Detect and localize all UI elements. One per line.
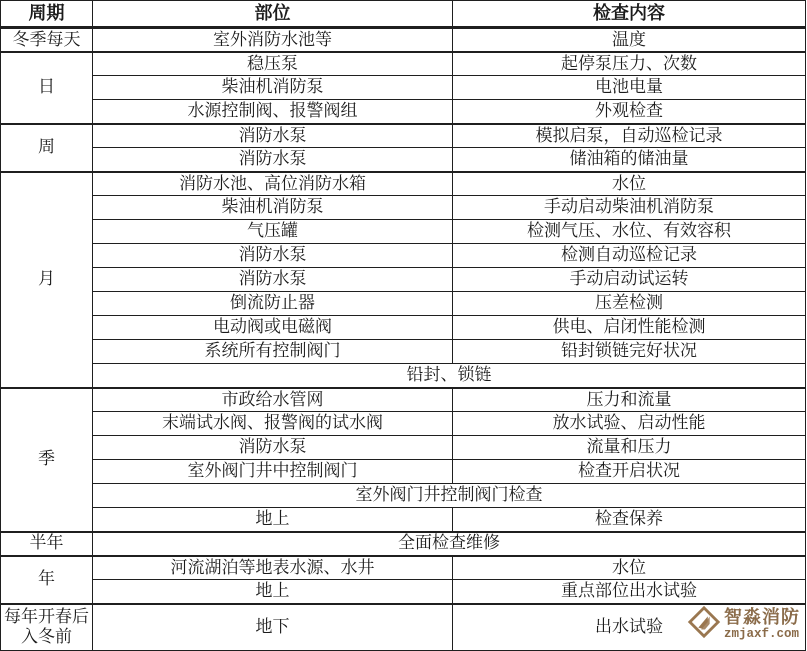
table-row bbox=[1, 556, 806, 580]
content-cell: 出水试验 bbox=[453, 604, 806, 651]
content-cell: 检查保养 bbox=[453, 508, 806, 532]
table-row bbox=[1, 460, 806, 484]
period-cell: 冬季每天 bbox=[1, 28, 93, 52]
content-cell: 模拟启泵，自动巡检记录 bbox=[453, 124, 806, 148]
content-cell: 水位 bbox=[453, 556, 806, 580]
period-cell: 半年 bbox=[1, 532, 93, 556]
watermark-domain: zmjaxf.com bbox=[724, 627, 800, 642]
table-row bbox=[1, 196, 806, 220]
table-row bbox=[1, 508, 806, 532]
table-row bbox=[1, 484, 806, 508]
diamond-arrow-logo-icon bbox=[687, 605, 721, 644]
part-cell: 消防水池、高位消防水箱 bbox=[93, 172, 453, 196]
period-label: 每年开春后入冬前 bbox=[4, 606, 89, 647]
table-row bbox=[1, 244, 806, 268]
part-cell: 倒流防止器 bbox=[93, 292, 453, 316]
table-row bbox=[1, 436, 806, 460]
header-row bbox=[1, 1, 806, 28]
table-row bbox=[1, 412, 806, 436]
header-part: 部位 bbox=[93, 1, 453, 28]
content-cell: 外观检查 bbox=[453, 100, 806, 124]
header-period: 周期 bbox=[1, 1, 93, 28]
period-cell: 年 bbox=[1, 556, 93, 604]
period-cell: 周 bbox=[1, 124, 93, 172]
content-cell: 重点部位出水试验 bbox=[453, 580, 806, 604]
period-cell: 季 bbox=[1, 388, 93, 532]
table-row bbox=[1, 52, 806, 76]
table-row bbox=[1, 100, 806, 124]
part-cell: 柴油机消防泵 bbox=[93, 76, 453, 100]
content-cell: 检查开启状况 bbox=[453, 460, 806, 484]
content-cell: 压差检测 bbox=[453, 292, 806, 316]
table-row bbox=[1, 268, 806, 292]
watermark-brand: 智淼消防 bbox=[724, 607, 800, 628]
period-cell: 月 bbox=[1, 172, 93, 388]
table-row bbox=[1, 316, 806, 340]
part-cell: 消防水泵 bbox=[93, 244, 453, 268]
table-row bbox=[1, 124, 806, 148]
content-cell: 压力和流量 bbox=[453, 388, 806, 412]
part-cell: 地下 bbox=[93, 604, 453, 651]
watermark-text bbox=[724, 608, 800, 641]
table-row bbox=[1, 532, 806, 556]
part-cell: 市政给水管网 bbox=[93, 388, 453, 412]
table-row bbox=[1, 604, 806, 651]
part-cell: 柴油机消防泵 bbox=[93, 196, 453, 220]
part-cell: 地上 bbox=[93, 508, 453, 532]
merged-cell: 铅封、锁链 bbox=[93, 364, 806, 388]
part-cell: 消防水泵 bbox=[93, 148, 453, 172]
content-cell: 起停泵压力、次数 bbox=[453, 52, 806, 76]
content-cell: 放水试验、启动性能 bbox=[453, 412, 806, 436]
content-cell: 供电、启闭性能检测 bbox=[453, 316, 806, 340]
period-cell: 日 bbox=[1, 52, 93, 124]
table-row bbox=[1, 76, 806, 100]
part-cell: 室外消防水池等 bbox=[93, 28, 453, 52]
part-cell: 系统所有控制阀门 bbox=[93, 340, 453, 364]
table-row bbox=[1, 388, 806, 412]
content-cell: 手动启动试运转 bbox=[453, 268, 806, 292]
content-cell: 铅封锁链完好状况 bbox=[453, 340, 806, 364]
table-row bbox=[1, 364, 806, 388]
period-cell bbox=[1, 604, 93, 651]
merged-cell: 全面检查维修 bbox=[93, 532, 806, 556]
content-cell: 检测气压、水位、有效容积 bbox=[453, 220, 806, 244]
part-cell: 消防水泵 bbox=[93, 436, 453, 460]
table-row bbox=[1, 292, 806, 316]
part-cell: 水源控制阀、报警阀组 bbox=[93, 100, 453, 124]
content-cell: 温度 bbox=[453, 28, 806, 52]
part-cell: 消防水泵 bbox=[93, 268, 453, 292]
merged-cell: 室外阀门井控制阀门检查 bbox=[93, 484, 806, 508]
watermark bbox=[687, 605, 800, 644]
part-cell: 末端试水阀、报警阀的试水阀 bbox=[93, 412, 453, 436]
header-content: 检查内容 bbox=[453, 1, 806, 28]
part-cell: 电动阀或电磁阀 bbox=[93, 316, 453, 340]
part-cell: 稳压泵 bbox=[93, 52, 453, 76]
content-cell: 手动启动柴油机消防泵 bbox=[453, 196, 806, 220]
part-cell: 地上 bbox=[93, 580, 453, 604]
part-cell: 消防水泵 bbox=[93, 124, 453, 148]
content-cell: 电池电量 bbox=[453, 76, 806, 100]
content-cell: 水位 bbox=[453, 172, 806, 196]
content-cell: 储油箱的储油量 bbox=[453, 148, 806, 172]
content-cell: 检测自动巡检记录 bbox=[453, 244, 806, 268]
part-cell: 气压罐 bbox=[93, 220, 453, 244]
table-row bbox=[1, 148, 806, 172]
table-row bbox=[1, 172, 806, 196]
table-row bbox=[1, 28, 806, 52]
table-row bbox=[1, 580, 806, 604]
table-row bbox=[1, 340, 806, 364]
part-cell: 室外阀门井中控制阀门 bbox=[93, 460, 453, 484]
content-cell: 流量和压力 bbox=[453, 436, 806, 460]
part-cell: 河流湖泊等地表水源、水井 bbox=[93, 556, 453, 580]
table-row bbox=[1, 220, 806, 244]
